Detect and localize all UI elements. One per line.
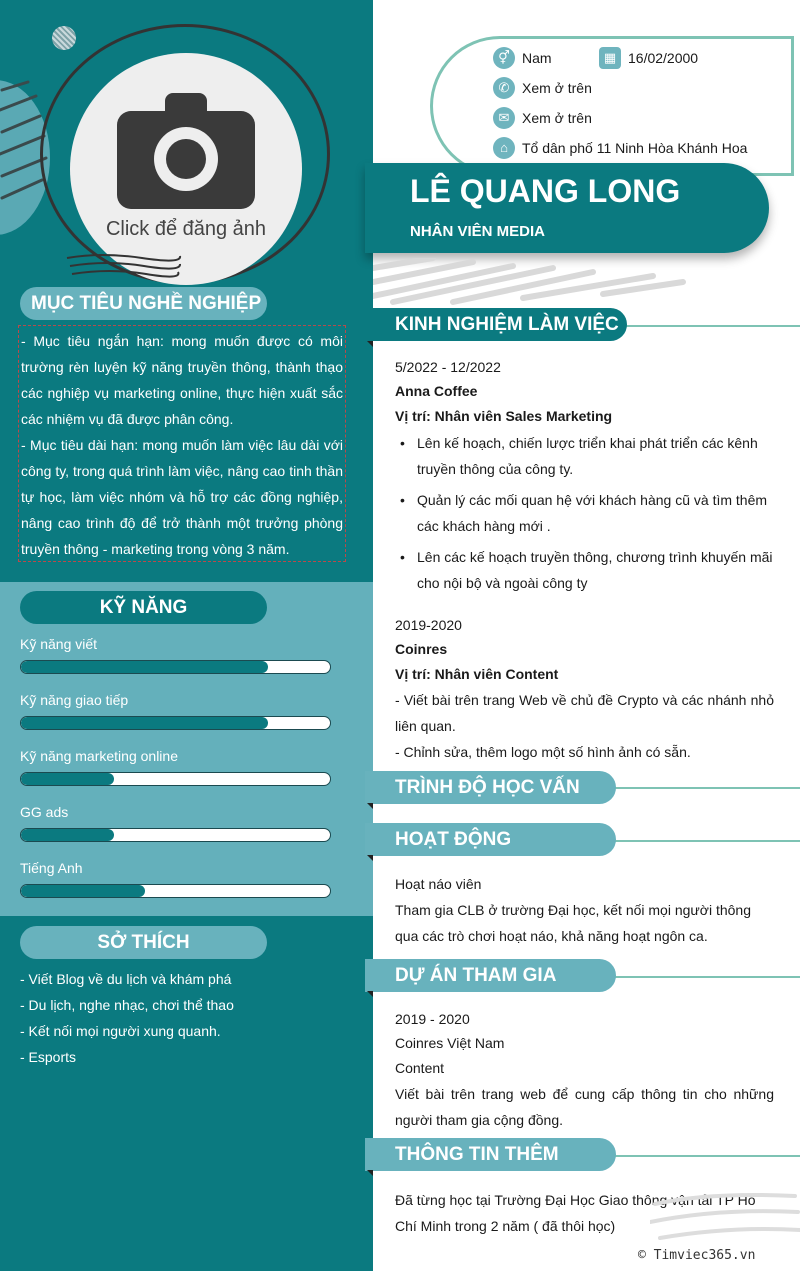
- job-description: - Chỉnh sửa, thêm logo một số hình ảnh có sẵn.: [395, 744, 691, 760]
- skill-label: Tiếng Anh: [20, 860, 83, 876]
- camera-lens: [166, 139, 206, 179]
- job-period: 5/2022 - 12/2022: [395, 359, 501, 375]
- decorative-brush: [650, 1188, 800, 1248]
- project-organization: Coinres Việt Nam: [395, 1035, 505, 1051]
- activity-description: Tham gia CLB ở trường Đại học, kết nối mọi người thông qua các trò chơi hoạt náo, khả năng hoạt ngôn ca.: [395, 902, 752, 944]
- avatar-upload-label: Click để đăng ảnh: [105, 218, 267, 240]
- decorative-brush: [373, 258, 693, 308]
- gender-value: Nam: [522, 50, 552, 66]
- job-company: Coinres: [395, 641, 448, 657]
- project-period: 2019 - 2020: [395, 1011, 470, 1027]
- skill-bar-fill: [21, 661, 268, 673]
- skill-bar: [20, 716, 331, 730]
- job-duty: • Lên kế hoạch, chiến lược triển khai phát triển các kênh truyền thông của công ty.: [417, 430, 777, 482]
- skill-bar-fill: [21, 885, 145, 897]
- section-notch: [367, 991, 373, 997]
- extra-description: Đã từng học tại Trường Đại Học Giao thông vận tải TP Hồ Chí Minh trong 2 năm ( đã thôi học): [395, 1192, 756, 1234]
- home-icon: ⌂: [493, 137, 515, 159]
- experience-heading: KINH NGHIỆM LÀM VIỆC: [373, 308, 627, 341]
- section-line: [600, 787, 800, 789]
- phone-value: Xem ở trên: [522, 80, 592, 96]
- footer-credit: © Timviec365.vn: [638, 1248, 756, 1263]
- skill-bar-fill: [21, 717, 268, 729]
- job-title: NHÂN VIÊN MEDIA: [410, 223, 546, 240]
- objective-long-term: - Mục tiêu dài hạn: mong muốn làm việc lâu dài với công ty, trong quá trình làm việc, nâng cao tinh thần tự học, làm việc nhóm và hỗ trợ các đồng nghiệp, nâng cao trình độ để trở thành một trưởng phòng truyền thông - marketing trong vòng 3 năm.: [21, 437, 343, 557]
- section-line: [600, 1155, 800, 1157]
- job-description: - Viết bài trên trang Web về chủ đề Crypto và các nhánh nhỏ liên quan.: [395, 692, 774, 734]
- skill-label: Kỹ năng giao tiếp: [20, 692, 129, 708]
- education-heading: TRÌNH ĐỘ HỌC VẤN: [365, 771, 616, 804]
- full-name: LÊ QUANG LONG: [410, 173, 681, 209]
- section-line: [600, 840, 800, 842]
- job-duty: • Quản lý các mối quan hệ với khách hàng cũ và tìm thêm các khách hàng mới .: [417, 487, 777, 539]
- skill-bar-fill: [21, 773, 114, 785]
- calendar-icon: ▦: [599, 47, 621, 69]
- skill-label: Kỹ năng viết: [20, 636, 98, 652]
- hobby-item: - Esports: [20, 1049, 77, 1065]
- skills-heading: KỸ NĂNG: [20, 591, 267, 624]
- hobby-item: - Viết Blog về du lịch và khám phá: [20, 971, 232, 987]
- extra-heading: THÔNG TIN THÊM: [365, 1138, 616, 1171]
- objective-text: [18, 325, 346, 562]
- hobbies-heading: SỞ THÍCH: [20, 926, 267, 959]
- project-role: Content: [395, 1060, 445, 1076]
- activities-heading: HOẠT ĐỘNG: [365, 823, 616, 856]
- hobby-item: - Kết nối mọi người xung quanh.: [20, 1023, 221, 1039]
- job-position: Vị trí: Nhân viên Content: [395, 666, 559, 682]
- projects-heading: DỰ ÁN THAM GIA: [365, 959, 616, 992]
- section-notch: [367, 855, 373, 861]
- email-icon: ✉: [493, 107, 515, 129]
- decorative-dot: [52, 26, 76, 50]
- email-value: Xem ở trên: [522, 110, 592, 126]
- skill-bar: [20, 772, 331, 786]
- skill-bar: [20, 828, 331, 842]
- section-notch: [367, 341, 373, 347]
- objective-heading: MỤC TIÊU NGHỀ NGHIỆP: [20, 287, 267, 320]
- avatar-upload[interactable]: [70, 53, 302, 285]
- section-notch: [367, 803, 373, 809]
- objective-short-term: - Mục tiêu ngắn hạn: mong muốn được có môi trường rèn luyện kỹ năng truyền thông, thành thạo các nghiệp vụ marketing online, thực hiện xuất sắc các nhiệm vụ đã được phân công.: [21, 333, 343, 427]
- skill-bar: [20, 660, 331, 674]
- section-line: [600, 325, 800, 327]
- skill-bar-fill: [21, 829, 114, 841]
- hobbies-panel: [0, 916, 373, 1271]
- job-position: Vị trí: Nhân viên Sales Marketing: [395, 408, 613, 424]
- skill-label: Kỹ năng marketing online: [20, 748, 178, 764]
- section-line: [600, 976, 800, 978]
- job-company: Anna Coffee: [395, 383, 478, 399]
- job-duties: [417, 430, 777, 601]
- name-banner: [365, 163, 769, 253]
- hobby-item: - Du lịch, nghe nhạc, chơi thể thao: [20, 997, 234, 1013]
- job-duty: • Lên các kế hoạch truyền thông, chương trình khuyến mãi cho nội bộ và ngoài công ty: [417, 544, 777, 596]
- job-period: 2019-2020: [395, 617, 462, 633]
- gender-icon: ⚥: [493, 47, 515, 69]
- section-notch: [367, 1170, 373, 1176]
- skill-bar: [20, 884, 331, 898]
- project-description: Viết bài trên trang web để cung cấp thông tin cho những người tham gia cộng đồng.: [395, 1086, 774, 1128]
- decorative-strokes: [62, 252, 182, 282]
- skill-label: GG ads: [20, 804, 69, 820]
- activity-role: Hoạt náo viên: [395, 876, 482, 892]
- phone-icon: ✆: [493, 77, 515, 99]
- address-value: Tổ dân phố 11 Ninh Hòa Khánh Hoa: [522, 140, 748, 156]
- birthday-value: 16/02/2000: [628, 50, 699, 66]
